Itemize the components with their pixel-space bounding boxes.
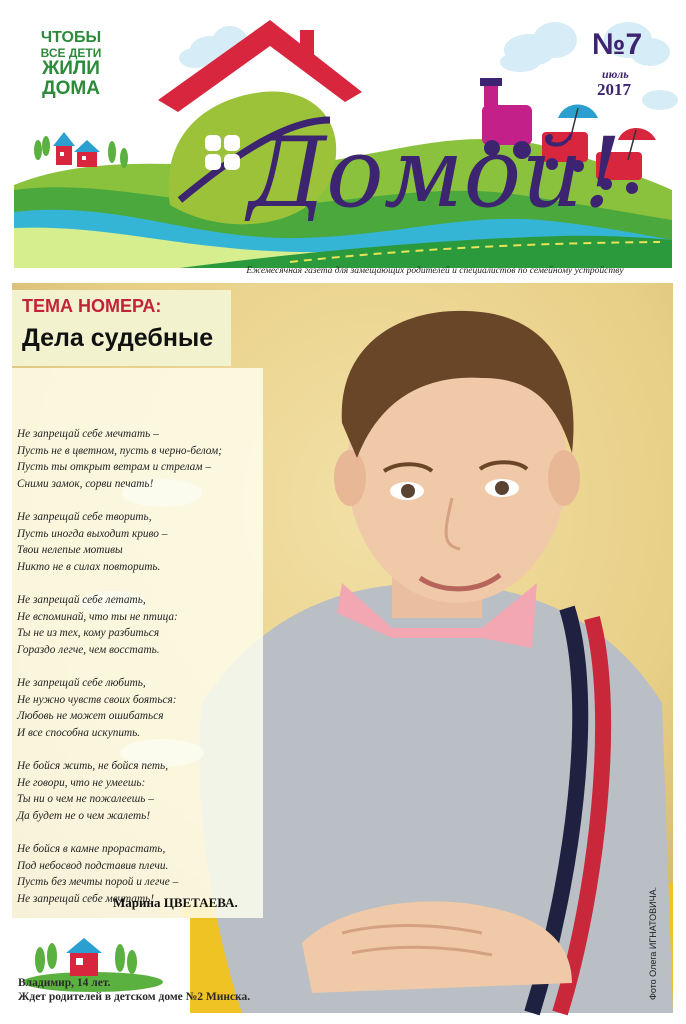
poem-stanza xyxy=(17,426,263,492)
poem-line: Гораздо легче, чем восстать. xyxy=(17,643,160,656)
poem-line: Пусть не в цветном, пусть в черно-белом; xyxy=(17,444,222,457)
logo-wordmark xyxy=(240,88,622,238)
slogan-line: ЧТОБЫ xyxy=(40,29,102,46)
poem-line: Да будет не о чем жалеть! xyxy=(17,809,151,822)
slogan-line: ДОМА xyxy=(42,78,100,100)
tagline: Ежемесячная газета для замещающих родителей и специалистов по семейному устройству xyxy=(246,266,624,276)
poem-line: Не запрещай себе творить, xyxy=(17,511,152,523)
poem-stanza xyxy=(17,675,263,741)
poem-author: Марина ЦВЕТАЕВА. xyxy=(113,895,238,910)
slogan-line: ВСЕ ДЕТИ xyxy=(40,45,102,60)
poem-line: Ты не из тех, кому разбиться xyxy=(17,627,160,639)
caption-line: Владимир, 14 лет. xyxy=(18,977,111,989)
poem-line: Не запрещай себе летать, xyxy=(17,594,146,606)
houses-left xyxy=(53,132,100,167)
photo-credit: Фото Олега ИГНАТОВИЧА. xyxy=(648,886,658,1000)
svg-text:Домой!: Домой! xyxy=(248,117,622,229)
poem-line: Ты ни о чем не пожалеешь – xyxy=(17,793,154,805)
theme-title: Дела судебные xyxy=(22,324,214,352)
issue-number: №7 xyxy=(592,28,643,61)
issue-year: 2017 xyxy=(597,80,631,99)
poem-stanza xyxy=(17,592,263,658)
poem-stanza xyxy=(17,509,263,575)
poem-line: Пусть иногда выходит криво – xyxy=(17,527,168,540)
poem-line: Не запрещай себе любить, xyxy=(17,677,146,689)
poem-line: Пусть ты открыт ветрам и стрелам – xyxy=(17,461,211,473)
poem-line: Под небосвод подставив плечи. xyxy=(17,859,169,872)
poem-line: Не бойся жить, не бойся петь, xyxy=(17,760,169,772)
issue-month: июль xyxy=(602,67,629,81)
caption-line: Ждет родителей в детском доме №2 Минска. xyxy=(18,991,251,1003)
poem-line: Твои нелепые мотивы xyxy=(17,544,123,556)
poem-line: Не запрещай себе мечтать – xyxy=(17,428,159,440)
poem-line: Пусть без мечты порой и легче – xyxy=(17,876,179,888)
poem-stanza xyxy=(17,758,263,824)
poem-line: Не говори, что не умеешь: xyxy=(17,776,146,789)
poem-line: Не бойся в камне прорастать, xyxy=(17,843,166,855)
house-icon xyxy=(28,938,158,980)
poem-line: И все способна искупить. xyxy=(17,726,141,739)
poem-line: Сними замок, сорви печать! xyxy=(17,477,154,490)
poem xyxy=(17,426,263,924)
photo-caption xyxy=(18,976,250,1004)
slogan xyxy=(22,30,120,99)
poem-line: Никто не в силах повторить. xyxy=(17,560,161,573)
poem-line: Любовь не может ошибаться xyxy=(17,710,164,722)
slogan-line: ЖИЛИ xyxy=(42,58,100,80)
poem-line: Не запрещай себе мечтать! xyxy=(17,892,155,905)
poem-line: Не вспоминай, что ты не птица: xyxy=(17,610,178,623)
poem-line: Не нужно чувств своих бояться: xyxy=(17,693,177,706)
theme-label: ТЕМА НОМЕРА: xyxy=(22,296,162,316)
